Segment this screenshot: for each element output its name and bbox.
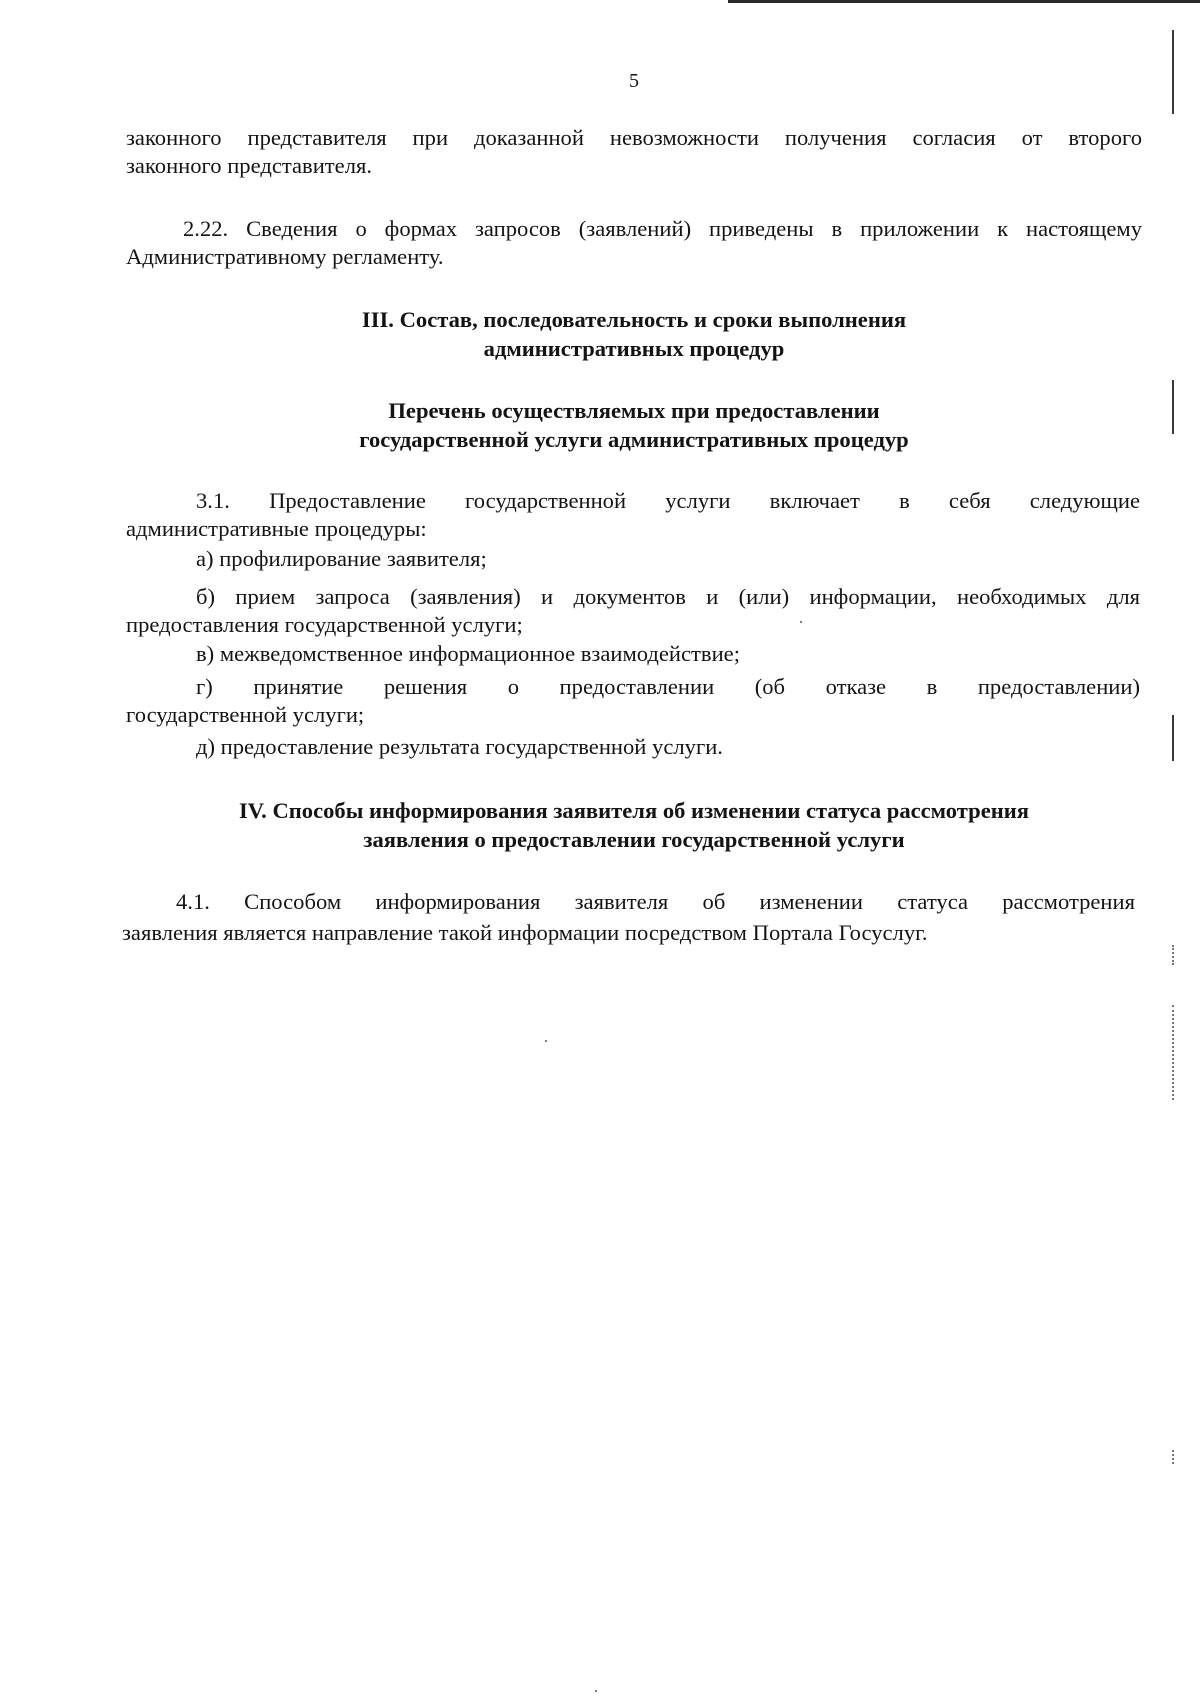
- paragraph-3-1-line: 3.1. Предоставление государственной услуги включает в себя следующие: [196, 488, 1140, 513]
- paragraph-2-22-line: 2.22. Сведения о формах запросов (заявлений) приведены в приложении к настоящему: [183, 216, 1142, 241]
- list-item: государственной услуги;: [126, 702, 365, 727]
- paragraph-continuation-line: законного представителя при доказанной невозможности получения согласия от второго: [126, 125, 1142, 150]
- section-3-subtitle: Перечень осуществляемых при предоставлении: [388, 398, 880, 423]
- scan-speck: [595, 1690, 597, 1692]
- list-item: предоставления государственной услуги;: [126, 612, 523, 637]
- paragraph-4-1-line: заявления является направление такой информации посредством Портала Госуслуг.: [122, 920, 928, 945]
- paragraph-continuation-line: законного представителя.: [126, 153, 373, 178]
- section-3-subtitle: государственной услуги административных процедур: [359, 427, 909, 452]
- scan-margin-mark: [1172, 945, 1174, 965]
- scan-edge-line: [728, 0, 1200, 3]
- section-3-title: III. Состав, последовательность и сроки выполнения: [361, 307, 907, 332]
- section-4-title: заявления о предоставлении государственной услуги: [363, 827, 905, 852]
- list-item: б) прием запроса (заявления) и документов и (или) информации, необходимых для: [196, 584, 1140, 609]
- page-number: 5: [629, 70, 639, 92]
- scan-margin-mark: [1172, 380, 1174, 434]
- list-item: в) межведомственное информационное взаимодействие;: [196, 641, 740, 666]
- scan-speck: [545, 1040, 547, 1042]
- section-4-title: IV. Способы информирования заявителя об изменении статуса рассмотрения: [238, 798, 1030, 823]
- paragraph-2-22-line: Административному регламенту.: [126, 244, 444, 269]
- section-3-title: административных процедур: [483, 336, 785, 361]
- scan-margin-mark: [1172, 715, 1174, 761]
- list-item: а) профилирование заявителя;: [196, 546, 487, 571]
- list-item: д) предоставление результата государственной услуги.: [196, 734, 723, 759]
- list-item: г) принятие решения о предоставлении (об отказе в предоставлении): [196, 674, 1140, 699]
- scan-margin-mark: [1172, 1450, 1174, 1464]
- scan-margin-mark: [1172, 1005, 1174, 1100]
- paragraph-4-1-line: 4.1. Способом информирования заявителя об изменении статуса рассмотрения: [176, 889, 1135, 914]
- paragraph-3-1-line: административные процедуры:: [126, 516, 427, 541]
